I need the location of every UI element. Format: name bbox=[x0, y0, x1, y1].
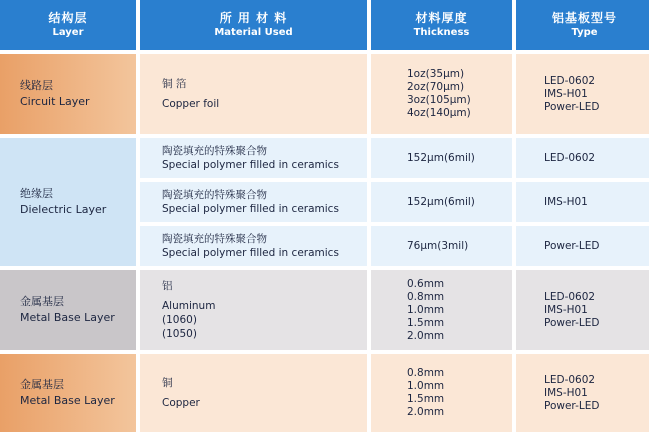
thickness-value: 4oz(140μm) bbox=[407, 107, 471, 119]
metal-cu-layer-zh: 金属基层 bbox=[20, 378, 64, 391]
thickness-value: 0.8mm bbox=[407, 367, 445, 379]
dielectric-material-zh: 陶瓷填充的特殊聚合物 bbox=[162, 233, 267, 245]
dielectric-material-zh: 陶瓷填充的特殊聚合物 bbox=[162, 145, 267, 157]
thickness-value: 0.8mm bbox=[407, 290, 445, 303]
metal-al-layer-cell bbox=[0, 270, 136, 350]
circuit-material-cell bbox=[140, 54, 367, 134]
circuit-layer-zh: 线路层 bbox=[20, 79, 53, 92]
thickness-value: 2oz(70μm) bbox=[407, 81, 465, 93]
thickness-value: 1oz(35μm) bbox=[407, 68, 465, 80]
circuit-layer-cell bbox=[0, 54, 136, 134]
metal-al-type-cell bbox=[516, 270, 649, 350]
metal-al-layer-zh: 金属基层 bbox=[20, 295, 64, 308]
dielectric-material-cell bbox=[140, 182, 367, 222]
thickness-value: 1.0mm bbox=[407, 303, 445, 316]
header-type bbox=[516, 0, 649, 50]
dielectric-material-cell bbox=[140, 138, 367, 178]
header-layer-en: Layer bbox=[52, 27, 84, 38]
header-material-en: Material Used bbox=[214, 27, 293, 38]
metal-al-material-zh: 铝 bbox=[162, 280, 173, 292]
thickness-value: 0.6mm bbox=[407, 277, 445, 290]
metal-al-thickness-cell bbox=[371, 270, 512, 350]
type-value: LED-0602 bbox=[544, 290, 596, 303]
thickness-value: 76μm(3mil) bbox=[407, 239, 469, 252]
metal-al-grade: (1050) bbox=[162, 328, 197, 340]
type-value: IMS-H01 bbox=[544, 386, 588, 399]
header-type-zh: 铝基板型号 bbox=[551, 11, 617, 25]
thickness-value: 1.5mm bbox=[407, 316, 445, 329]
type-value: IMS-H01 bbox=[544, 303, 588, 316]
metal-al-grade: (1060) bbox=[162, 314, 197, 326]
thickness-value: 152μm(6mil) bbox=[407, 195, 475, 208]
type-value: LED-0602 bbox=[544, 74, 596, 87]
type-value: LED-0602 bbox=[544, 373, 596, 386]
type-value: IMS-H01 bbox=[544, 87, 588, 100]
metal-cu-material-en: Copper bbox=[162, 397, 200, 409]
metal-al-material-cell bbox=[140, 270, 367, 350]
header-thickness-zh: 材料厚度 bbox=[415, 11, 468, 25]
dielectric-layer-cell bbox=[0, 138, 136, 266]
metal-al-layer-en: Metal Base Layer bbox=[20, 311, 115, 324]
type-value: Power-LED bbox=[544, 100, 600, 113]
circuit-type-cell bbox=[516, 54, 649, 134]
dielectric-material-en: Special polymer filled in ceramics bbox=[162, 159, 339, 171]
dielectric-material-zh: 陶瓷填充的特殊聚合物 bbox=[162, 189, 267, 201]
type-value: Power-LED bbox=[544, 316, 600, 329]
header-layer bbox=[0, 0, 136, 50]
dielectric-type-cell bbox=[516, 226, 649, 266]
type-value: Power-LED bbox=[544, 399, 600, 412]
metal-cu-material-cell bbox=[140, 354, 367, 432]
header-material-zh: 所 用 材 料 bbox=[219, 11, 288, 25]
thickness-value: 1.5mm bbox=[407, 393, 445, 405]
header-layer-zh: 结构层 bbox=[48, 11, 88, 25]
dielectric-material-cell bbox=[140, 226, 367, 266]
dielectric-thickness-cell bbox=[371, 138, 512, 178]
dielectric-type-cell bbox=[516, 182, 649, 222]
metal-cu-layer-cell bbox=[0, 354, 136, 432]
thickness-value: 152μm(6mil) bbox=[407, 151, 475, 164]
thickness-value: 2.0mm bbox=[407, 329, 445, 342]
header-thickness bbox=[371, 0, 512, 50]
dielectric-thickness-cell bbox=[371, 182, 512, 222]
dielectric-material-en: Special polymer filled in ceramics bbox=[162, 203, 339, 215]
thickness-value: 2.0mm bbox=[407, 406, 445, 418]
header-material bbox=[140, 0, 367, 50]
metal-cu-layer-en: Metal Base Layer bbox=[20, 394, 115, 407]
type-value: IMS-H01 bbox=[544, 195, 588, 208]
metal-cu-type-cell bbox=[516, 354, 649, 432]
thickness-value: 3oz(105μm) bbox=[407, 94, 471, 106]
metal-cu-material-zh: 铜 bbox=[162, 377, 173, 389]
type-value: LED-0602 bbox=[544, 151, 596, 164]
dielectric-layer-en: Dielectric Layer bbox=[20, 203, 107, 216]
circuit-layer-en: Circuit Layer bbox=[20, 95, 90, 108]
circuit-material-zh: 铜 箔 bbox=[162, 78, 187, 90]
metal-al-material-en: Aluminum bbox=[162, 300, 216, 312]
circuit-material-en: Copper foil bbox=[162, 98, 220, 110]
metal-cu-thickness-cell bbox=[371, 354, 512, 432]
dielectric-material-en: Special polymer filled in ceramics bbox=[162, 247, 339, 259]
thickness-value: 1.0mm bbox=[407, 380, 445, 392]
dielectric-layer-zh: 绝缘层 bbox=[20, 187, 53, 200]
dielectric-type-cell bbox=[516, 138, 649, 178]
circuit-thickness-cell bbox=[371, 54, 512, 134]
header-thickness-en: Thickness bbox=[413, 27, 470, 38]
dielectric-thickness-cell bbox=[371, 226, 512, 266]
type-value: Power-LED bbox=[544, 239, 600, 252]
header-type-en: Type bbox=[571, 27, 598, 38]
